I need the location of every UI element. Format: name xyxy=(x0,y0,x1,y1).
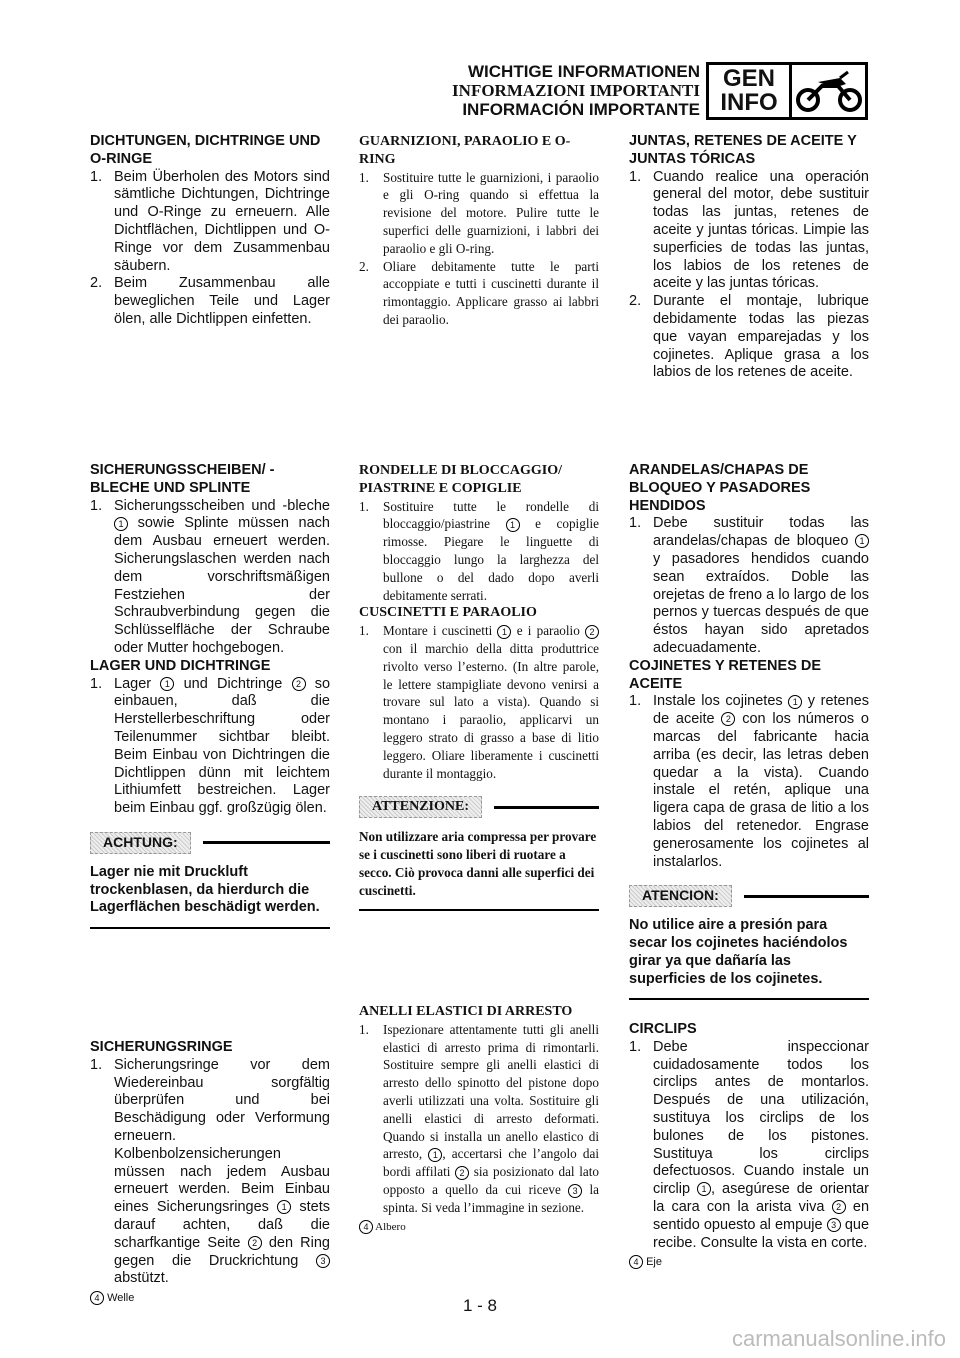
warning-box xyxy=(629,885,869,1000)
item-number: 1. xyxy=(629,168,642,185)
section-title: JUNTAS, RETENES DE ACEITE Y JUNTAS TÓRICAS xyxy=(629,133,857,167)
text-part: Debe inspeccionar cuidadosamente todos los circlips antes de montarlos. Después de una utilización, sustituya los circlips de los bulones de los pistones. Sustituya los circlips defectuosos. Cuando instale un circlip xyxy=(653,1038,869,1198)
legend-text: Eje xyxy=(646,1256,662,1269)
warning-text: Non utilizzare aria compressa per provare se i cuscinetti sono liberi di ruotare a secco. Ciò provoca danni alle superfici dei cuscinetti. xyxy=(359,828,599,911)
text-part: y pasadores hendidos cuando sean extraídos. Doble las orejetas de freno a lo largo de los pernos y tuercas después de que éstos hayan sido apretados adecuadamente. xyxy=(653,550,869,656)
callout-3: 3 xyxy=(827,1218,841,1232)
section-lock-washers-it xyxy=(359,462,599,911)
text-part: e copiglie rimosse. Piegare le linguette di bloccaggio lungo la larghezza del bullone o del dado dopo averli debitamente serrati. xyxy=(383,516,599,603)
list-item: Sostituire tutte le guarnizioni, i paraolio e gli O-ring quando si effettua la revisione del motore. Pulire tutte le superfici delle guarnizioni, i labbri dei paraolio e gli O-ring. xyxy=(383,169,599,256)
warning-box xyxy=(359,796,599,911)
item-number: 1. xyxy=(90,168,103,185)
gen-info-badge xyxy=(706,62,868,120)
warning-text: No utilice aire a presión para secar los cojinetes haciéndolos girar ya que dañaría las superficies de los cojinetes. xyxy=(629,917,869,1000)
section-gaskets-es xyxy=(629,133,869,382)
list-item: Beim Überholen des Motors sind sämtliche Dichtungen, Dichtringe und O-Ringe zu erneuern. Alle Dichtflächen, Dichtlippen und O-Ringe vor dem Zusammenbau säubern. xyxy=(114,168,330,274)
text-part: sowie Splinte müssen nach dem Ausbau erneuert werden. Sicherungslaschen werden nach dem vorschriftsmäßigen Festziehen der Schraubverbindung gegen die Schlüsselfläche der Schraube oder Mutter hochgebogen. xyxy=(114,515,330,656)
section-title: RONDELLE DI BLOCCAGGIO/ PIASTRINE E COPIGLIE xyxy=(359,463,563,496)
text-part: Sicherungsringe vor dem Wiedereinbau sorgfältig überprüfen und bei Beschädigung oder Verformung erneuern. Kolbenbolzensicherungen müssen nach jedem Ausbau erneuert werden. Beim Einbau eines Sicherungsringes xyxy=(114,1056,330,1216)
list-item xyxy=(114,1057,330,1288)
list-item: Beim Zusammenbau alle beweglichen Teile und Lager ölen, alle Dichtlippen einfetten. xyxy=(114,275,330,327)
list-item xyxy=(653,515,869,657)
text-part: Ispezionare attentamente tutti gli anelli elastici di arresto prima di rimontarli. Sostituire sempre gli anelli elastici di arresto dello spinotto del pistone dopo averli utilizzati una volta. Sostituire gli anelli elastici di arresto deformati. Quando si installa un anello elastico di arresto, xyxy=(383,1021,599,1162)
callout-1: 1 xyxy=(506,518,520,532)
list-item xyxy=(383,1021,599,1217)
header-title-it: INFORMAZIONI IMPORTANTI xyxy=(452,81,700,100)
section-circlips-es xyxy=(629,1021,869,1272)
text-part: abstützt. xyxy=(114,1270,169,1287)
text-part: und Dichtringe xyxy=(183,675,283,692)
section-title: ANELLI ELASTICI DI ARRESTO xyxy=(359,1004,573,1019)
item-number: 1. xyxy=(90,675,103,692)
text-part: en sentido opuesto al empuje xyxy=(653,1198,870,1233)
text-part: sia posizionato dal lato opposto a quello da cui riceve xyxy=(383,1164,600,1197)
header-title-es: INFORMACIÓN IMPORTANTE xyxy=(462,100,700,119)
callout-2: 2 xyxy=(292,677,306,691)
text-part: Montare i cuscinetti xyxy=(383,623,493,639)
list-item: Durante el montaje, lubrique debidamente todas las piezas que vayan emparejadas y los cojinetes. Aplique grasa a los labios de los retenes de aceite. xyxy=(653,293,869,381)
section-circlips-it xyxy=(359,1003,599,1236)
list-item xyxy=(114,676,330,818)
callout-1: 1 xyxy=(788,695,802,709)
section-gaskets-de xyxy=(90,133,330,329)
text-part: , asegúrese de orientar la cara con la arista viva xyxy=(653,1181,870,1215)
callout-2: 2 xyxy=(721,712,735,726)
item-number: 1. xyxy=(629,1038,642,1055)
callout-4: 4 xyxy=(90,1291,104,1305)
text-part: den Ring gegen die Druckrichtung xyxy=(114,1234,330,1269)
item-number: 2. xyxy=(359,258,369,274)
item-number: 1. xyxy=(359,169,369,185)
list-item xyxy=(383,622,599,782)
text-part: la spinta. Si veda l’immagine in sezione. xyxy=(383,1181,600,1215)
text-part: con los números o marcas del fabricante hacia arriba (es decir, las letras deben quedar a la vista). Cuando instale el retén, aplique una ligera capa de grasa de litio a los labios del retenedor. Engrase generosamente los cojinetes al instalarlos. xyxy=(653,711,869,870)
list-item: Cuando realice una operación general del motor, debe sustituir todas las juntas, retenes de aceite y juntas tóricas. Limpie las superficies de todas las juntas, los labios de los retenes de aceite y las juntas tóricas. xyxy=(653,168,869,292)
item-number: 2. xyxy=(629,293,642,310)
callout-3: 3 xyxy=(568,1184,582,1198)
text-part: Lager xyxy=(114,675,152,692)
section-title: CUSCINETTI E PARAOLIO xyxy=(359,605,537,621)
section-title: LAGER UND DICHTRINGE xyxy=(90,657,271,674)
motorcycle-icon xyxy=(789,65,865,117)
page-header xyxy=(452,62,700,119)
warning-label: ATENCION: xyxy=(629,885,732,907)
item-number: 1. xyxy=(359,1021,369,1037)
list-item xyxy=(114,498,330,658)
text-part: stets darauf achten, daß die scharfkantige Seite xyxy=(114,1199,331,1251)
callout-1: 1 xyxy=(277,1200,291,1214)
warning-text: Lager nie mit Druckluft trockenblasen, da hierdurch die Lagerflächen beschädigt werden. xyxy=(90,864,330,929)
list-item xyxy=(653,693,869,871)
warning-box xyxy=(90,832,330,929)
item-number: 1. xyxy=(629,515,642,532)
section-circlips-de xyxy=(90,1039,330,1308)
section-title: CIRCLIPS xyxy=(629,1021,697,1037)
text-part: que recibe. Consulte la vista en corte. xyxy=(653,1216,870,1251)
item-number: 1. xyxy=(359,623,369,639)
callout-1: 1 xyxy=(114,517,128,531)
legend-text: Welle xyxy=(107,1292,135,1305)
section-title: SICHERUNGSRINGE xyxy=(90,1039,233,1055)
warning-label: ACHTUNG: xyxy=(90,832,191,854)
callout-1: 1 xyxy=(855,534,869,548)
callout-1: 1 xyxy=(428,1148,442,1162)
section-lock-washers-de xyxy=(90,462,330,929)
section-title: ARANDELAS/CHAPAS DE BLOQUEO Y PASADORES HENDIDOS xyxy=(629,462,811,514)
warning-label: ATTENZIONE: xyxy=(359,796,482,818)
text-part: y retenes de aceite xyxy=(653,693,869,728)
watermark: carmanualsonline.info xyxy=(731,1326,946,1351)
section-title: COJINETES Y RETENES DE ACEITE xyxy=(629,657,822,692)
section-title: SICHERUNGSSCHEIBEN/ -BLECHE UND SPLINTE xyxy=(90,462,275,496)
page-number: 1 - 8 xyxy=(462,1296,498,1315)
header-title-de: WICHTIGE INFORMATIONEN xyxy=(468,62,700,81)
badge-line1: GEN xyxy=(722,65,775,92)
list-item xyxy=(383,498,599,605)
callout-4: 4 xyxy=(629,1255,643,1269)
section-gaskets-it xyxy=(359,133,599,329)
item-number: 1. xyxy=(629,693,642,710)
text-part: Debe sustituir todas las arandelas/chapas de bloqueo xyxy=(653,515,869,550)
text-part: Sostituire tutte le rondelle di bloccaggio/piastrine xyxy=(383,498,599,532)
callout-1: 1 xyxy=(497,625,511,639)
callout-2: 2 xyxy=(455,1166,469,1180)
badge-line2: INFO xyxy=(720,89,778,116)
section-title: GUARNIZIONI, PARAOLIO E O-RING xyxy=(359,134,571,167)
section-title: DICHTUNGEN, DICHTRINGE UND O-RINGE xyxy=(90,133,321,167)
text-part: e i paraolio xyxy=(516,623,580,639)
legend-note xyxy=(359,1219,599,1237)
text-part: Instale los cojinetes xyxy=(653,693,783,710)
text-part: Sicherungsscheiben und -bleche xyxy=(114,497,330,514)
legend-text: Albero xyxy=(375,1220,406,1233)
text-part: , accertarsi che l’angolo dai bordi affilati xyxy=(383,1146,600,1180)
text-part: con il marchio della ditta produttrice rivolto verso l’esterno. (In altre parole, le lettere stampigliate devono venirsi a trovare sul lato a vista). Quando si montano i paraolio, applicarvi un leggero strato di grasso a base di litio leggero. Oliare liberamente i cuscinetti durante il montaggio. xyxy=(383,640,599,781)
text-part: so einbauen, daß die Herstellerbeschriftung oder Teilenummer sichtbar bleibt. Beim Einbau von Dichtringen die Dichtlippen dünn mit leichtem Lithiumfett bestreichen. Lager beim Einbau ggf. großzügig ölen. xyxy=(114,675,331,817)
callout-1: 1 xyxy=(160,677,174,691)
item-number: 1. xyxy=(90,497,103,514)
callout-3: 3 xyxy=(316,1254,330,1268)
callout-2: 2 xyxy=(585,625,599,639)
callout-4: 4 xyxy=(359,1220,373,1234)
list-item: Oliare debitamente tutte le parti accoppiate e tutti i cuscinetti durante il rimontaggio. Applicare grasso ai labbri dei paraolio. xyxy=(383,258,599,327)
legend-note xyxy=(629,1254,869,1272)
item-number: 1. xyxy=(90,1056,103,1073)
callout-2: 2 xyxy=(248,1236,262,1250)
item-number: 2. xyxy=(90,275,103,292)
callout-1: 1 xyxy=(697,1182,711,1196)
item-number: 1. xyxy=(359,498,369,514)
callout-2: 2 xyxy=(832,1200,846,1214)
section-lock-washers-es xyxy=(629,462,869,1000)
list-item xyxy=(653,1039,869,1253)
